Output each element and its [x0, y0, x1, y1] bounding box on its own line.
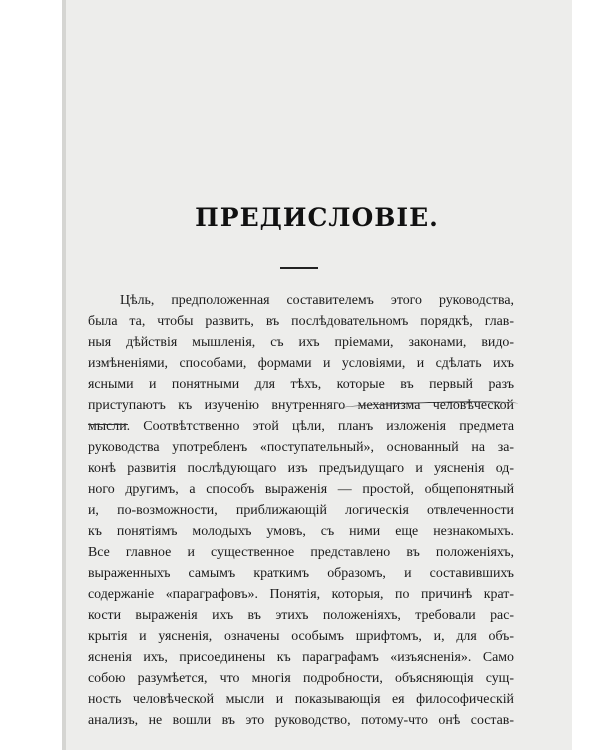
text-line: конѣ развитія послѣдующаго изъ предъидущаго и уясненія од-	[88, 461, 514, 476]
text-line: ясненія ихъ, присоединены къ параграфамъ «изъясненія». Само	[88, 650, 514, 665]
text-line: ность человѣческой мысли и показывающія ея философическій	[88, 692, 514, 707]
text-line: содержаніе «параграфовъ». Понятія, которыя, по причинѣ крат-	[88, 587, 514, 602]
text-line: измѣненіями, способами, формами и условіями, и сдѣлать ихъ	[88, 356, 514, 371]
preface-text	[88, 290, 514, 731]
text-line: къ понятіямъ молодыхъ умовъ, съ ними еще незнакомыхъ.	[88, 524, 514, 539]
text-line: мысли. Соотвѣтственно этой цѣли, планъ изложенія предмета	[88, 419, 514, 434]
text-line: выраженныхъ самымъ краткимъ образомъ, и составившихъ	[88, 566, 514, 581]
text-line: руководства употребленъ «поступательный», основанный на за-	[88, 440, 514, 455]
page-gutter	[62, 0, 66, 750]
text-line: анализъ, не вошли въ это руководство, потому-что онѣ состав-	[88, 713, 514, 728]
text-line: ного другимъ, а способъ выраженія — простой, общепонятный	[88, 482, 514, 497]
page-title: ПРЕДИСЛОВІЕ.	[195, 203, 439, 232]
text-line: Цѣль, предположенная составителемъ этого руководства,	[120, 293, 514, 308]
text-line: собою разумѣется, что многія подробности, объясняющія сущ-	[88, 671, 514, 686]
title-divider	[280, 267, 318, 269]
text-line: и, по-возможности, приближающій логическія отвлеченности	[88, 503, 514, 518]
text-line: кости выраженія ихъ въ этихъ положеніяхъ, требовали рас-	[88, 608, 514, 623]
text-line: приступаютъ къ изученію внутренняго механизма человѣческой	[88, 398, 514, 413]
text-line: Все главное и существенное представлено въ положеніяхъ,	[88, 545, 514, 560]
text-line: ныя дѣйствія мышленія, съ ихъ пріемами, законами, видо-	[88, 335, 514, 350]
text-line: ясными и понятными для тѣхъ, которые въ первый разъ	[88, 377, 514, 392]
handwritten-underline	[88, 424, 128, 427]
text-line: крытія и уясненія, означены особымъ шрифтомъ, и, для объ-	[88, 629, 514, 644]
text-line: была та, чтобы развить, въ послѣдовательномъ порядкѣ, глав-	[88, 314, 514, 329]
